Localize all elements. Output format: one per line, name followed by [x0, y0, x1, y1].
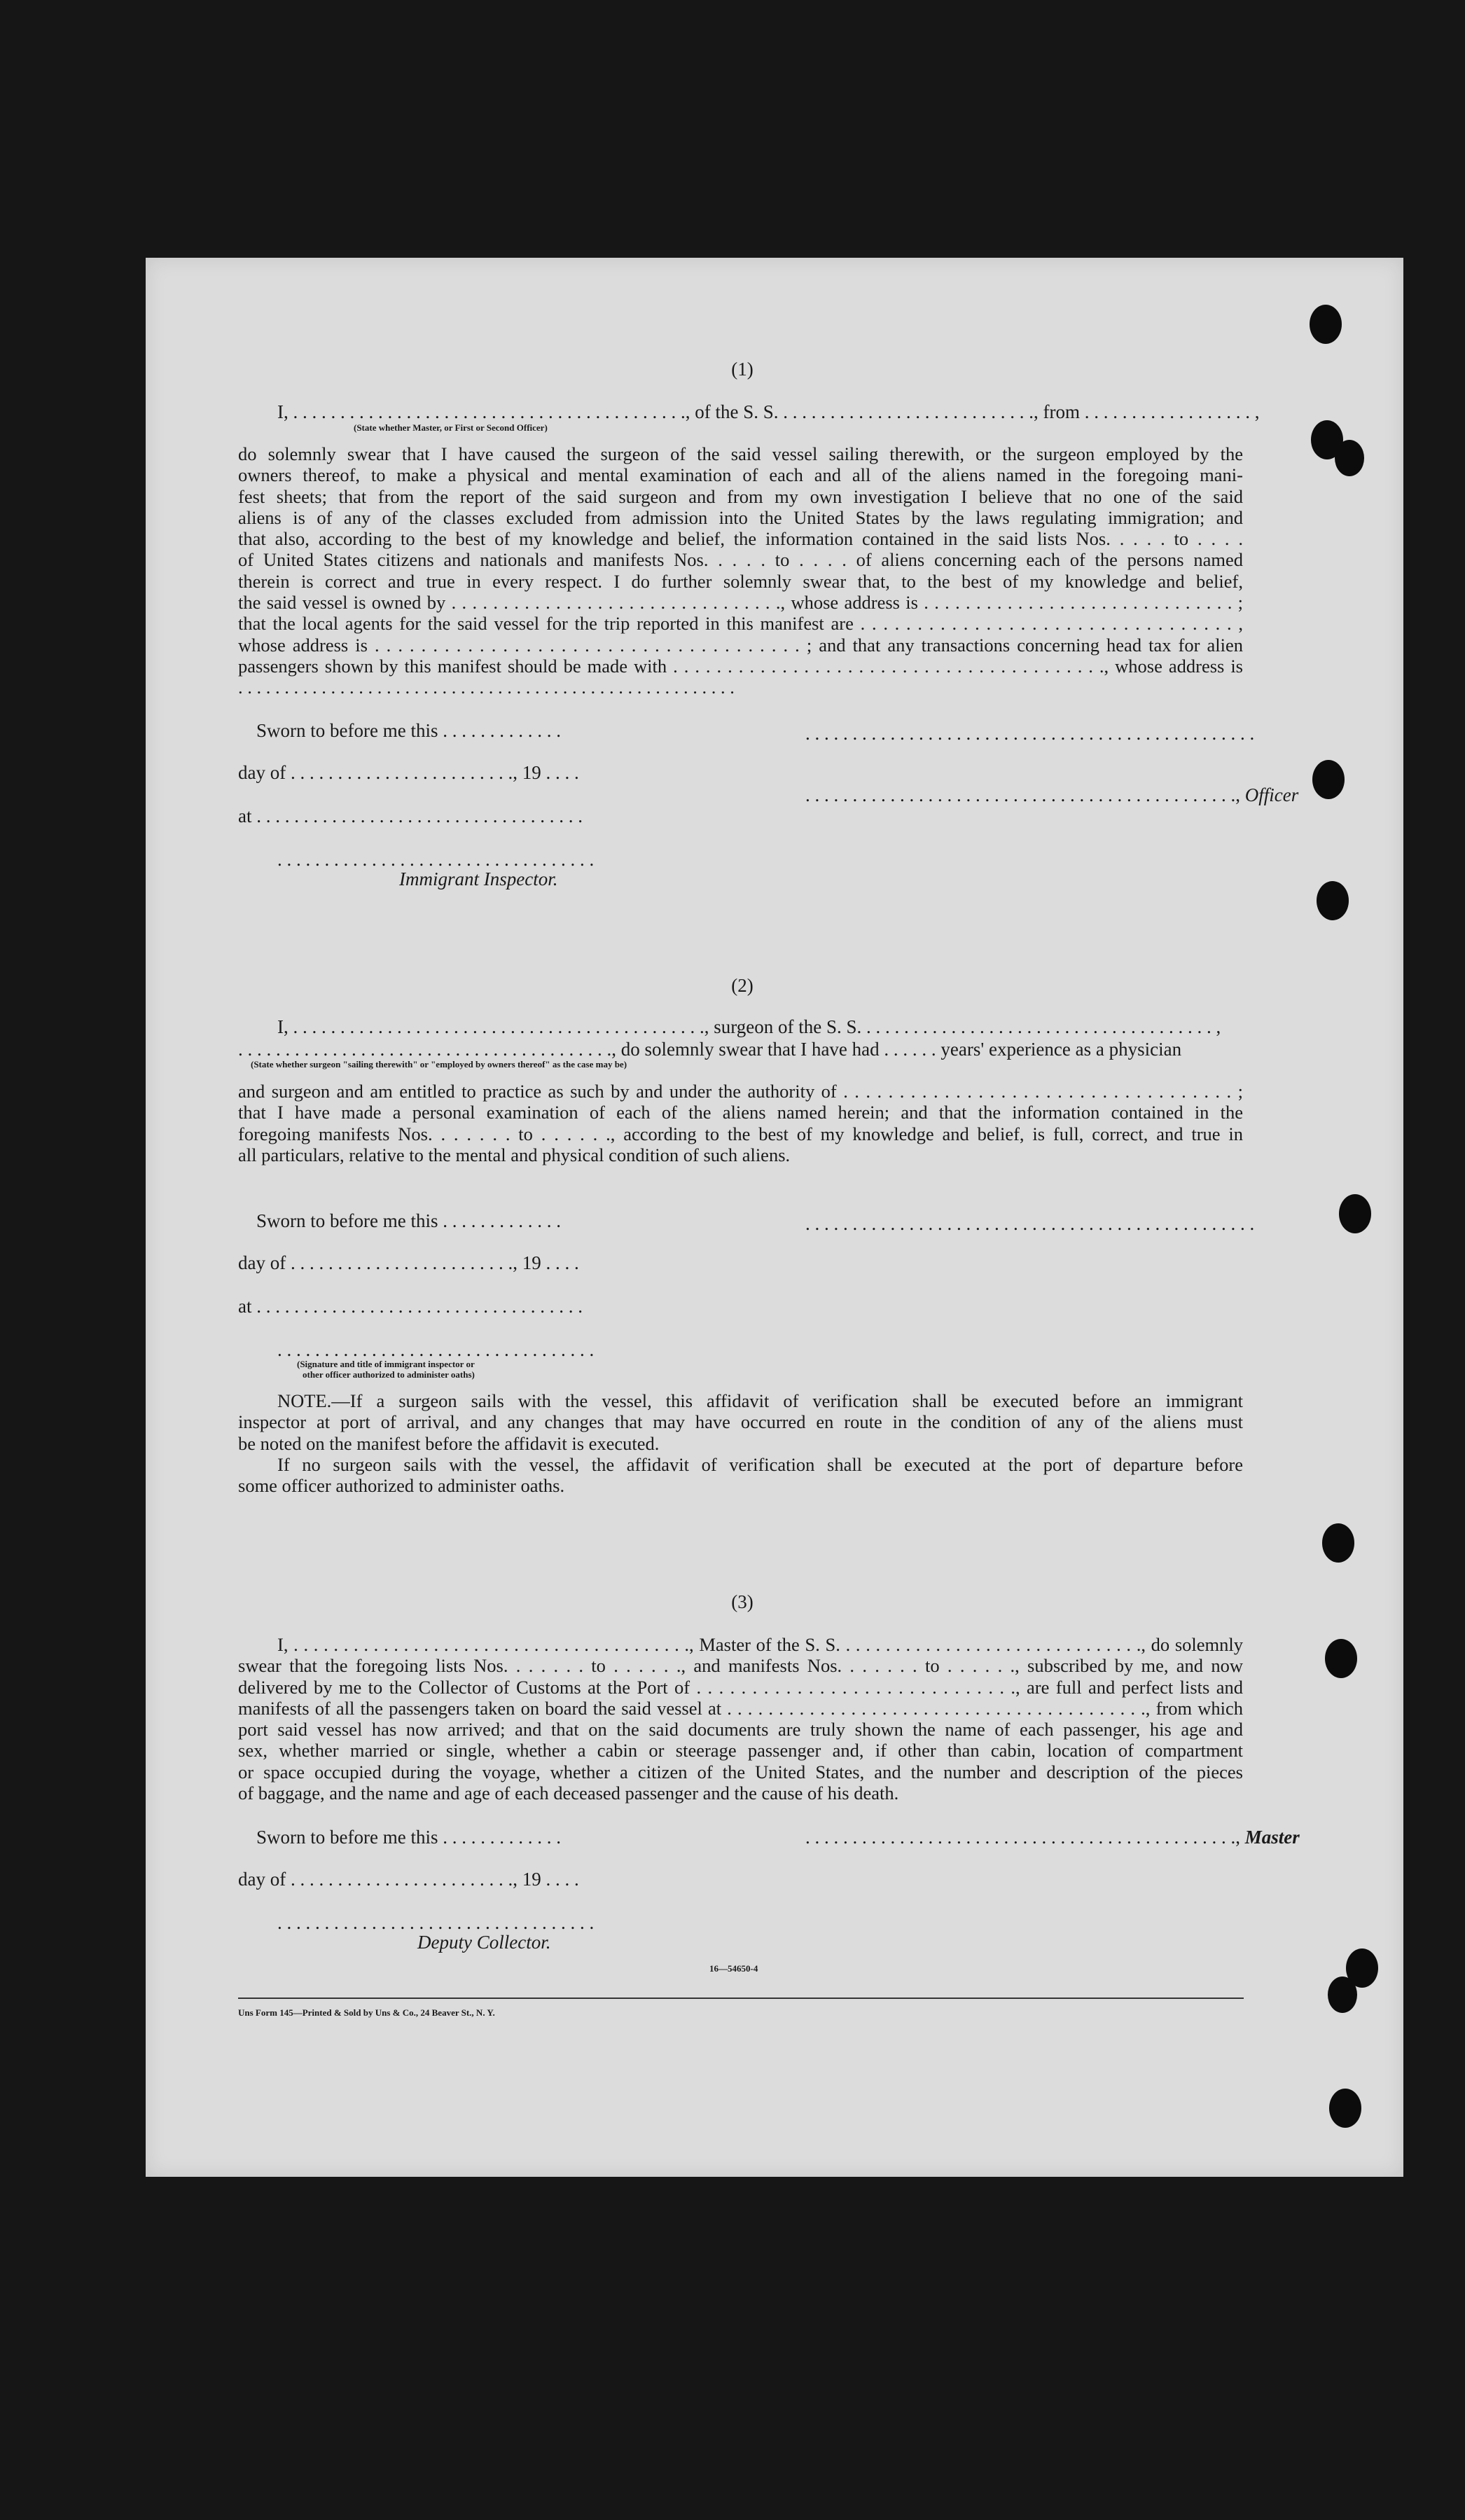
form-number: 16—54650-4 — [709, 1963, 758, 1974]
punch-hole — [1329, 2089, 1361, 2128]
immigrant-inspector-title: Immigrant Inspector. — [399, 868, 558, 889]
surgeon-oath-body: and surgeon and am entitled to practice as such by and under the authority of . . . . . . . . . . . . . . . . . . . . . . . . . . . . . . . . . . . ; that I have made a personal examination of each of the aliens named herein; and that the information contained in the foregoing manifests Nos. . . . . . . to . . . . . ., according to the best of my knowledge and belief, is full, correct, and true in all particulars, relative to the mental and physical condition of such aliens. — [238, 1081, 1243, 1165]
day-line-1: day of . . . . . . . . . . . . . . . . . . . . . . . ., 19 . . . . — [238, 762, 579, 783]
at-line-1: at . . . . . . . . . . . . . . . . . . . . . . . . . . . . . . . . . . . — [238, 805, 583, 826]
collector-signature-dots: . . . . . . . . . . . . . . . . . . . . . . . . . . . . . . . . . . — [277, 1912, 595, 1933]
officer-line: . . . . . . . . . . . . . . . . . . . . . . . . . . . . . . . . . . . . . . . . . . . . . ., Officer — [805, 784, 1299, 805]
surgeon-type-note: (State whether surgeon "sailing therewith" or "employed by owners thereof" as the case may be) — [251, 1059, 627, 1069]
printer-imprint: Uns Form 145—Printed & Sold by Uns & Co., 24 Beaver St., N. Y. — [238, 2007, 495, 2018]
master-title-note: (State whether Master, or First or Second Officer) — [354, 422, 548, 433]
master-oath-body: do solemnly swear that I have caused the surgeon of the said vessel sailing therewith, or the surgeon employed by the owners thereof, to make a physical and mental examination of each and all of the aliens named in the foregoing mani- fest sheets; that from the report of the said surgeon and from my own investigation I believe that no one of the said aliens is of any of the classes excluded from admission into the United States by the laws regulating immigration; and that also, according to the best of my knowledge and belief, the information contained in the said lists Nos. . . . . to . . . . of United States citizens and nationals and manifests Nos. . . . . to . . . . of aliens concerning each of the persons named therein is correct and true in every respect. I do further solemnly swear that, to the best of my knowledge and belief, the said vessel is owned by . . . . . . . . . . . . . . . . . . . . . . . . . . . . . . . ., whose address is . . . . . . . . . . . . . . . . . . . . . . . . . . . . . . ; that the local agents for the said vessel for the trip reported in this manifest are . . . . . . . . . . . . . . . . . . . . . . . . . . . . . . . . . , whose address is . . . . . . . . . . . . . . . . . . . . . . . . . . . . . . . . . . . . . ; and that any transactions concerning head tax for alien passengers shown by this manifest should be made with . . . . . . . . . . . . . . . . . . . . . . . . . . . . . . . . . . . . . . . ., whose address is . . . . . . . . . . . . . . . . . . . . . . . . . . . . . . . . . . . . . . . . . . . . . . . . . . . . . . — [238, 443, 1243, 698]
day-line-3: day of . . . . . . . . . . . . . . . . . . . . . . . ., 19 . . . . — [238, 1869, 579, 1890]
day-line-2: day of . . . . . . . . . . . . . . . . . . . . . . . ., 19 . . . . — [238, 1252, 579, 1273]
master-list-oath-body: I, . . . . . . . . . . . . . . . . . . . . . . . . . . . . . . . . . . . . . . . ., Master of the S. S. . . . . . . . . . . . . . . . . . . . . . . . . . . . . . ., do solemnly swear that the foregoing lists Nos. . . . . . . to . . . . . ., and manifests Nos. . . . . . . to . . . . . ., subscribed by me, and now delivered by me to the Collector of Customs at the Port of . . . . . . . . . . . . . . . . . . . . . . . . . . . . ., are full and perfect lists and manifests of all the passengers taken on board the said vessel at . . . . . . . . . . . . . . . . . . . . . . . . . . . . . . . . . . . . . . . . ., from which port said vessel has now arrived; and that on the said documents are truly shown the name of each passenger, his age and sex, whether married or single, whether a cabin or steerage passenger and, if other than cabin, location of compartment or space occupied during the voyage, whether a citizen of the United States, and the number and description of the pieces of baggage, and the name and age of each deceased passenger and the cause of his death. — [238, 1634, 1243, 1804]
at-line-2: at . . . . . . . . . . . . . . . . . . . . . . . . . . . . . . . . . . . — [238, 1296, 583, 1317]
surgeon-oath-line-2: . . . . . . . . . . . . . . . . . . . . . . . . . . . . . . . . . . . . . . . ., do solemnly swear that I have had . . . . . . years' experience as a physician — [238, 1039, 1182, 1060]
officer-signature-dots: . . . . . . . . . . . . . . . . . . . . . . . . . . . . . . . . . . . . . . . . . . . . . . . . — [805, 723, 1255, 744]
surgeon-signature-dots: . . . . . . . . . . . . . . . . . . . . . . . . . . . . . . . . . . . . . . . . . . . . . . . . — [805, 1213, 1255, 1234]
punch-hole — [1317, 881, 1349, 920]
sworn-line-1: Sworn to before me this . . . . . . . . . . . . . — [256, 720, 561, 741]
footer-rule — [238, 1998, 1244, 1999]
punch-hole — [1339, 1194, 1371, 1233]
deputy-collector-title: Deputy Collector. — [417, 1932, 551, 1953]
master-line: . . . . . . . . . . . . . . . . . . . . . . . . . . . . . . . . . . . . . . . . . . . . . ., Master — [805, 1827, 1300, 1848]
signature-title-note-1: (Signature and title of immigrant inspector or — [297, 1359, 475, 1369]
punch-hole — [1328, 1976, 1357, 2013]
sworn-line-2: Sworn to before me this . . . . . . . . . . . . . — [256, 1210, 561, 1231]
punch-hole — [1335, 440, 1364, 476]
surgeon-oath-line-1: I, . . . . . . . . . . . . . . . . . . . . . . . . . . . . . . . . . . . . . . . . . . . ., surgeon of the S. S. . . . . . . . . . . . . . . . . . . . . . . . . . . . . . . . . . . . . . , — [277, 1016, 1221, 1037]
signature-title-note-2: other officer authorized to administer oaths) — [303, 1369, 475, 1380]
section-number-3: (3) — [731, 1591, 754, 1612]
punch-hole — [1312, 760, 1345, 799]
master-oath-opening: I, . . . . . . . . . . . . . . . . . . . . . . . . . . . . . . . . . . . . . . . . . ., of the S. S. . . . . . . . . . . . . . . . . . . . . . . . . . . ., from . . . . . . . . . . . . . . . . . . , — [277, 401, 1260, 422]
punch-hole — [1325, 1639, 1357, 1678]
section-number-2: (2) — [731, 975, 754, 996]
punch-hole — [1322, 1523, 1354, 1563]
sworn-line-3: Sworn to before me this . . . . . . . . . . . . . — [256, 1827, 561, 1848]
inspector-signature-dots: . . . . . . . . . . . . . . . . . . . . . . . . . . . . . . . . . . — [277, 849, 595, 870]
section-number-1: (1) — [731, 359, 754, 380]
punch-hole — [1310, 305, 1342, 344]
surgeon-note: NOTE.—If a surgeon sails with the vessel, this affidavit of verification shall be executed before an immigrant inspector at port of arrival, and any changes that may have occurred en route in the condition of any of the aliens must be noted on the manifest before the affidavit is executed. If no surgeon sails with the vessel, the affidavit of verification shall be executed at the port of departure before some officer authorized to administer oaths. — [238, 1390, 1243, 1497]
officer-signature-dots-2: . . . . . . . . . . . . . . . . . . . . . . . . . . . . . . . . . . — [277, 1339, 595, 1360]
